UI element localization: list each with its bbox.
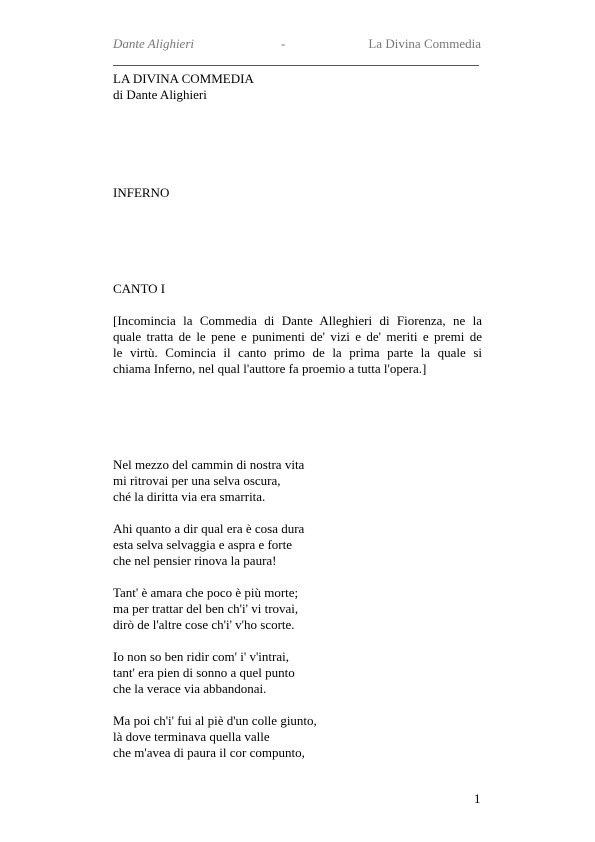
document-title: LA DIVINA COMMEDIA — [113, 71, 254, 86]
verse-line: che m'avea di paura il cor compunto, — [113, 745, 305, 760]
verse-line: Ahi quanto a dir qual era è cosa dura — [113, 521, 305, 536]
rubric-line: le virtù. Comincia il canto primo de la prima parte la quale si — [113, 345, 482, 360]
section-heading: INFERNO — [113, 185, 170, 200]
verse-line: Tant' è amara che poco è più morte; — [113, 585, 299, 600]
page-number: 1 — [474, 791, 481, 806]
rubric-line: [Incomincia la Commedia di Dante Alleghieri di Fiorenza, ne la — [113, 313, 482, 328]
verse-line: che la verace via abbandonai. — [113, 681, 267, 696]
canto-rubric — [113, 313, 482, 377]
tercet — [113, 521, 317, 569]
verse-line: Io non so ben ridir com' i' v'intrai, — [113, 649, 289, 664]
tercet — [113, 457, 317, 505]
verse-line: Ma poi ch'i' fui al piè d'un colle giunto, — [113, 713, 317, 728]
header-rule — [113, 65, 479, 66]
header-work-title: La Divina Commedia — [368, 36, 481, 51]
verse-line: che nel pensier rinova la paura! — [113, 553, 277, 568]
tercet — [113, 585, 317, 633]
rubric-line: chiama Inferno, nel qual l'auttore fa proemio a tutta l'opera.] — [113, 361, 427, 376]
document-author: di Dante Alighieri — [113, 87, 207, 102]
header-author: Dante Alighieri — [113, 36, 195, 51]
verse-line: ma per trattar del ben ch'i' vi trovai, — [113, 601, 299, 616]
canto-heading: CANTO I — [113, 281, 166, 296]
verses — [113, 457, 317, 777]
verse-line: Nel mezzo del cammin di nostra vita — [113, 457, 305, 472]
tercet — [113, 713, 317, 761]
rubric-line: quale tratta de le pene e punimenti de' vizi e de' meriti e premi de — [113, 329, 482, 344]
title-block — [113, 71, 254, 103]
verse-line: ché la diritta via era smarrita. — [113, 489, 266, 504]
verse-line: tant' era pien di sonno a quel punto — [113, 665, 295, 680]
header-separator: - — [281, 36, 286, 51]
verse-line: mi ritrovai per una selva oscura, — [113, 473, 281, 488]
verse-line: esta selva selvaggia e aspra e forte — [113, 537, 293, 552]
verse-line: dirò de l'altre cose ch'i' v'ho scorte. — [113, 617, 295, 632]
tercet — [113, 649, 317, 697]
running-header — [113, 36, 481, 54]
verse-line: là dove terminava quella valle — [113, 729, 270, 744]
